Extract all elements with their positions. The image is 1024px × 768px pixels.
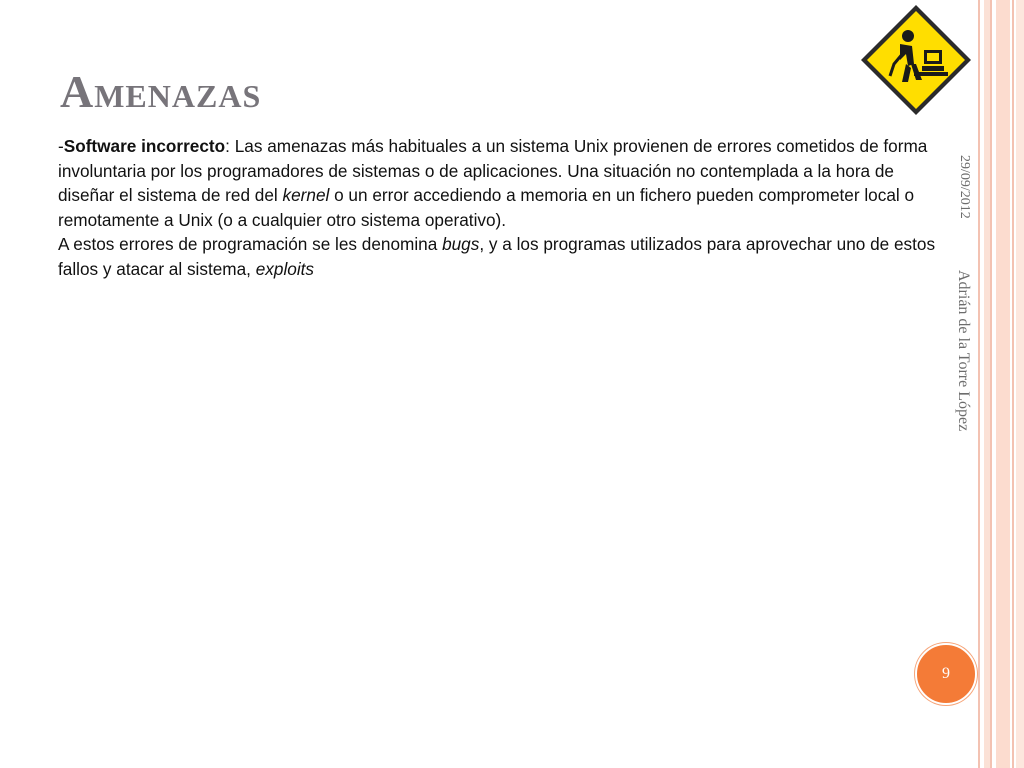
page-number: 9 (942, 665, 950, 682)
page-number-badge (915, 643, 977, 705)
bold-term: Software incorrecto (63, 136, 226, 156)
decorative-stripe (1012, 0, 1014, 768)
italic-term-bugs: bugs (442, 234, 480, 254)
decorative-stripe (996, 0, 1010, 768)
under-construction-sign-icon (858, 2, 974, 118)
slide-title: Amenazas (60, 65, 262, 117)
body-text: o un error accediendo a memoria en un fichero pueden comprometer local o remotamente a Unix (o a cualquier otro sistema operativo). (58, 185, 915, 230)
italic-term-kernel: kernel (282, 185, 330, 205)
body-text: : Las amenazas más habituales a un sistema Unix provienen de errores cometidos de forma involuntaria por los programadores de sistemas o de aplicaciones. Una situación no contemplada a la hora de diseñar el sistema de red del (58, 136, 928, 205)
decorative-stripe (978, 0, 980, 768)
slide-date: 29/09/2012 (957, 155, 972, 219)
body-text: A estos errores de programación se les denomina (58, 234, 443, 254)
slide-body (58, 134, 948, 281)
slide-author: Adrián de la Torre López (955, 270, 972, 432)
decorative-stripe (1016, 0, 1024, 768)
italic-term-exploits: exploits (255, 258, 315, 279)
paragraph-software-incorrecto (58, 134, 948, 232)
body-text: , y a los programas utilizados para aprovechar uno de estos fallos y atacar al sistema, (58, 234, 936, 279)
decorative-stripe (990, 0, 992, 768)
bullet-dash: - (58, 136, 64, 156)
paragraph-bugs-exploits (58, 232, 948, 281)
